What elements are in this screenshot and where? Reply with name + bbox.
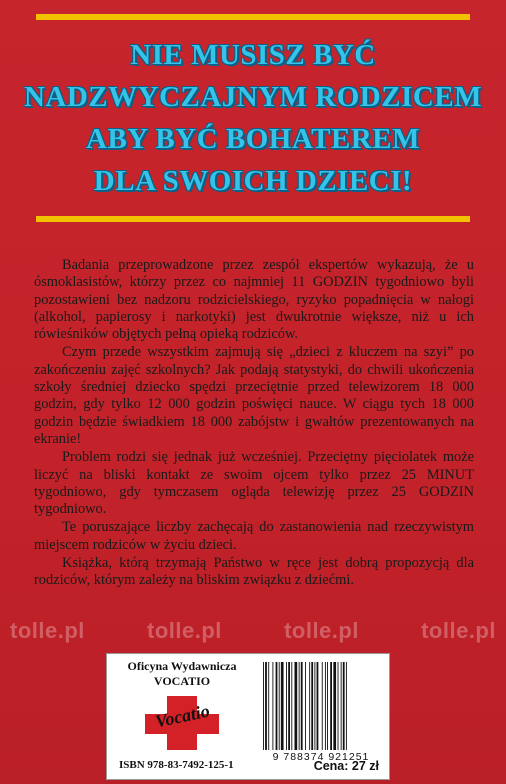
watermark: tolle.pl (147, 618, 222, 643)
price: Cena: 27 zł (313, 759, 379, 773)
blurb-paragraph-1: Badania przeprowadzone przez zespół ekspertów wykazują, że u ósmoklasistów, którzy przez co najmniej 11 GODZIN tygodniowo byli pozostawieni bez nadzoru rodzicielskiego, ryzyko popadnięcia w nałogi (alkohol, papierosy i narkotyki) jest dwukrotnie większe, niż u ich rówieśników objętych pełną opieką rodziców. (34, 257, 474, 343)
headline-line-1: NIE MUSISZ BYĆ (130, 39, 376, 71)
publisher-name-line-2: VOCATIO (153, 674, 211, 688)
bottom-yellow-rule (36, 216, 470, 222)
watermark-row (0, 618, 506, 646)
publisher-info-box (106, 653, 390, 780)
headline-line-4: DLA SWOICH DZIECI! (93, 165, 413, 197)
top-yellow-rule (36, 14, 470, 20)
headline (0, 34, 506, 202)
blurb-paragraph-3: Problem rodzi się jednak już wcześniej. Przeciętny pięciolatek może liczyć na bliski kontakt ze swoim ojcem tylko przez 25 MINUT tygodniowo, gdy tymczasem ogląda telewizję przez 25 GODZIN tygodniowo. (34, 449, 474, 518)
watermark: tolle.pl (284, 618, 359, 643)
isbn: ISBN 978-83-7492-125-1 (119, 759, 234, 771)
barcode-digits: 9 788374 921251 (272, 751, 370, 763)
watermark: tolle.pl (421, 618, 496, 643)
barcode-icon (261, 662, 381, 750)
headline-line-3: ABY BYĆ BOHATEREM (86, 123, 420, 155)
publisher-name (107, 659, 257, 689)
blurb-paragraph-2: Czym przede wszystkim zajmują się „dzieci z kluczem na szyi” po zakończeniu zajęć szkolnych? Jak podają statystyki, do chwili ukończenia szkoły średniej dziecko spędzi przeciętnie przed telewizorem 18 000 godzin, gdy tylko 12 000 godzin poświęci nauce. W ciągu tych 18 000 godzin będzie świadkiem 18 000 zabójstw i gwałtów prezentowanych na ekranie! (34, 344, 474, 447)
headline-line-2: NADZWYCZAJNYM RODZICEM (23, 81, 483, 113)
vocatio-logo (145, 696, 219, 750)
logo-lettering: Vocatio (153, 700, 212, 732)
blurb-paragraph-4: Te poruszające liczby zachęcają do zastanowienia nad rzeczywistym miejscem rodziców w życiu dzieci. (34, 519, 474, 553)
blurb-paragraph-5: Książka, którą trzymają Państwo w ręce jest dobrą propozycją dla rodziców, którym zależy na bliskim związku z dziećmi. (34, 555, 474, 589)
blurb-text (34, 257, 474, 591)
publisher-name-line-1: Oficyna Wydawnicza (127, 659, 237, 673)
watermark: tolle.pl (10, 618, 85, 643)
